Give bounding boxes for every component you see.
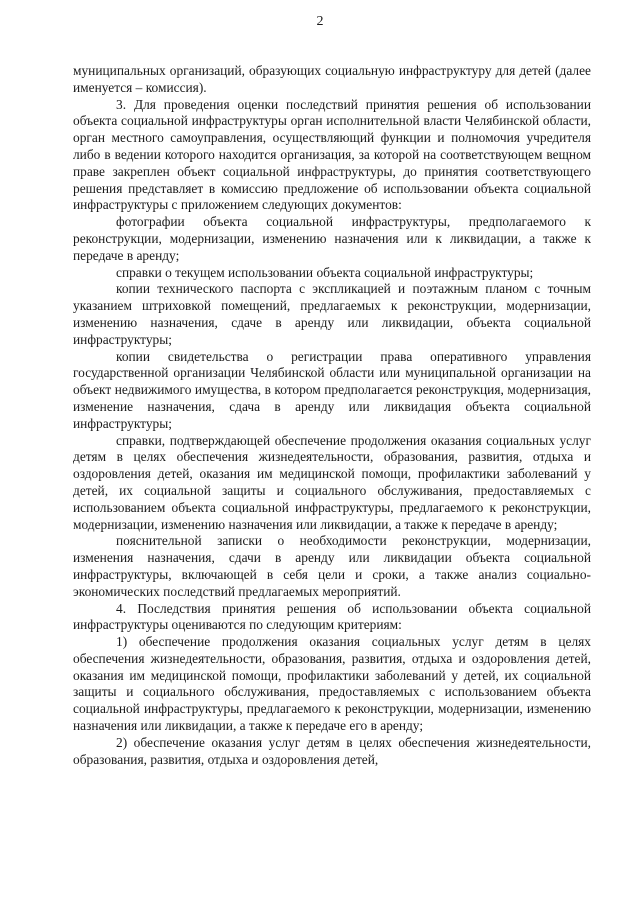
paragraph-item-3: 3. Для проведения оценки последствий принятия решения об использовании объекта социальной инфраструктуры орган исполнительной власти Челябинской области, орган местного самоуправления, осуществляющий функции и полномочия учредителя либо в ведении которого находится организация, за которой на соответствующем вещном праве закреплен объект социальной инфраструктуры, до принятия соответствующего решения представляет в комиссию предложение об использовании объекта социальной инфраструктуры с приложением следующих документов: — [73, 96, 591, 213]
page-number: 2 — [316, 14, 324, 29]
paragraph-registration-certificate: копии свидетельства о регистрации права оперативного управления государственной организации Челябинской области или муниципальной организации на объект недвижимого имущества, в котором предполагается реконструкция, модернизация, изменение назначения, сдача в аренду или ликвидация объекта социальной инфраструктуры; — [73, 348, 591, 431]
paragraph-criterion-2: 2) обеспечение оказания услуг детям в целях обеспечения жизнедеятельности, образования, развития, отдыха и оздоровления детей, — [73, 734, 591, 767]
paragraph-technical-passport: копии технического паспорта с экспликацией и поэтажным планом с точным указанием штриховкой помещений, предлагаемых к реконструкции, модернизации, изменению назначения, сдаче в аренду или ликвидации, объекта социальной инфраструктуры; — [73, 281, 591, 347]
paragraph-services-certificate: справки, подтверждающей обеспечение продолжения оказания социальных услуг детям в целях обеспечения жизнедеятельности, образования, развития, отдыха и оздоровления детей, оказания им медицинской помощи, профилактики заболеваний у детей, их социальной защиты и социального обслуживания, предоставляемых с использованием объекта социальной инфраструктуры, предлагаемого к реконструкции, модернизации, изменению назначения или ликвидации, а также к передаче в аренду; — [73, 432, 591, 532]
paragraph-criterion-1: 1) обеспечение продолжения оказания социальных услуг детям в целях обеспечения жизнедеятельности, образования, развития, отдыха и оздоровления детей, оказания им медицинской помощи, профилактики заболеваний у детей, их социальной защиты и социального обслуживания, предоставляемых с использованием объекта социальной инфраструктуры, предлагаемого к реконструкции, модернизации, изменению назначения или ликвидации, а также к передаче его в аренду; — [73, 634, 591, 734]
paragraph-usage-certificate: справки о текущем использовании объекта социальной инфраструктуры; — [116, 264, 534, 280]
paragraph-photos: фотографии объекта социальной инфраструктуры, предполагаемого к реконструкции, модернизации, изменению назначения или к ликвидации, а также к передаче в аренду; — [73, 214, 591, 263]
paragraph-continuation: муниципальных организаций, образующих социальную инфраструктуру для детей (далее именуется – комиссия). — [73, 63, 591, 95]
paragraph-item-4: 4. Последствия принятия решения об использовании объекта социальной инфраструктуры оцениваются по следующим критериям: — [73, 600, 591, 633]
document-body — [73, 63, 591, 768]
paragraph-explanatory-note: пояснительной записки о необходимости реконструкции, модернизации, изменения назначения, сдачи в аренду или ликвидации объекта социальной инфраструктуры, включающей в себя цели и сроки, а также анализ социально-экономических последствий предлагаемых мероприятий. — [73, 533, 591, 599]
